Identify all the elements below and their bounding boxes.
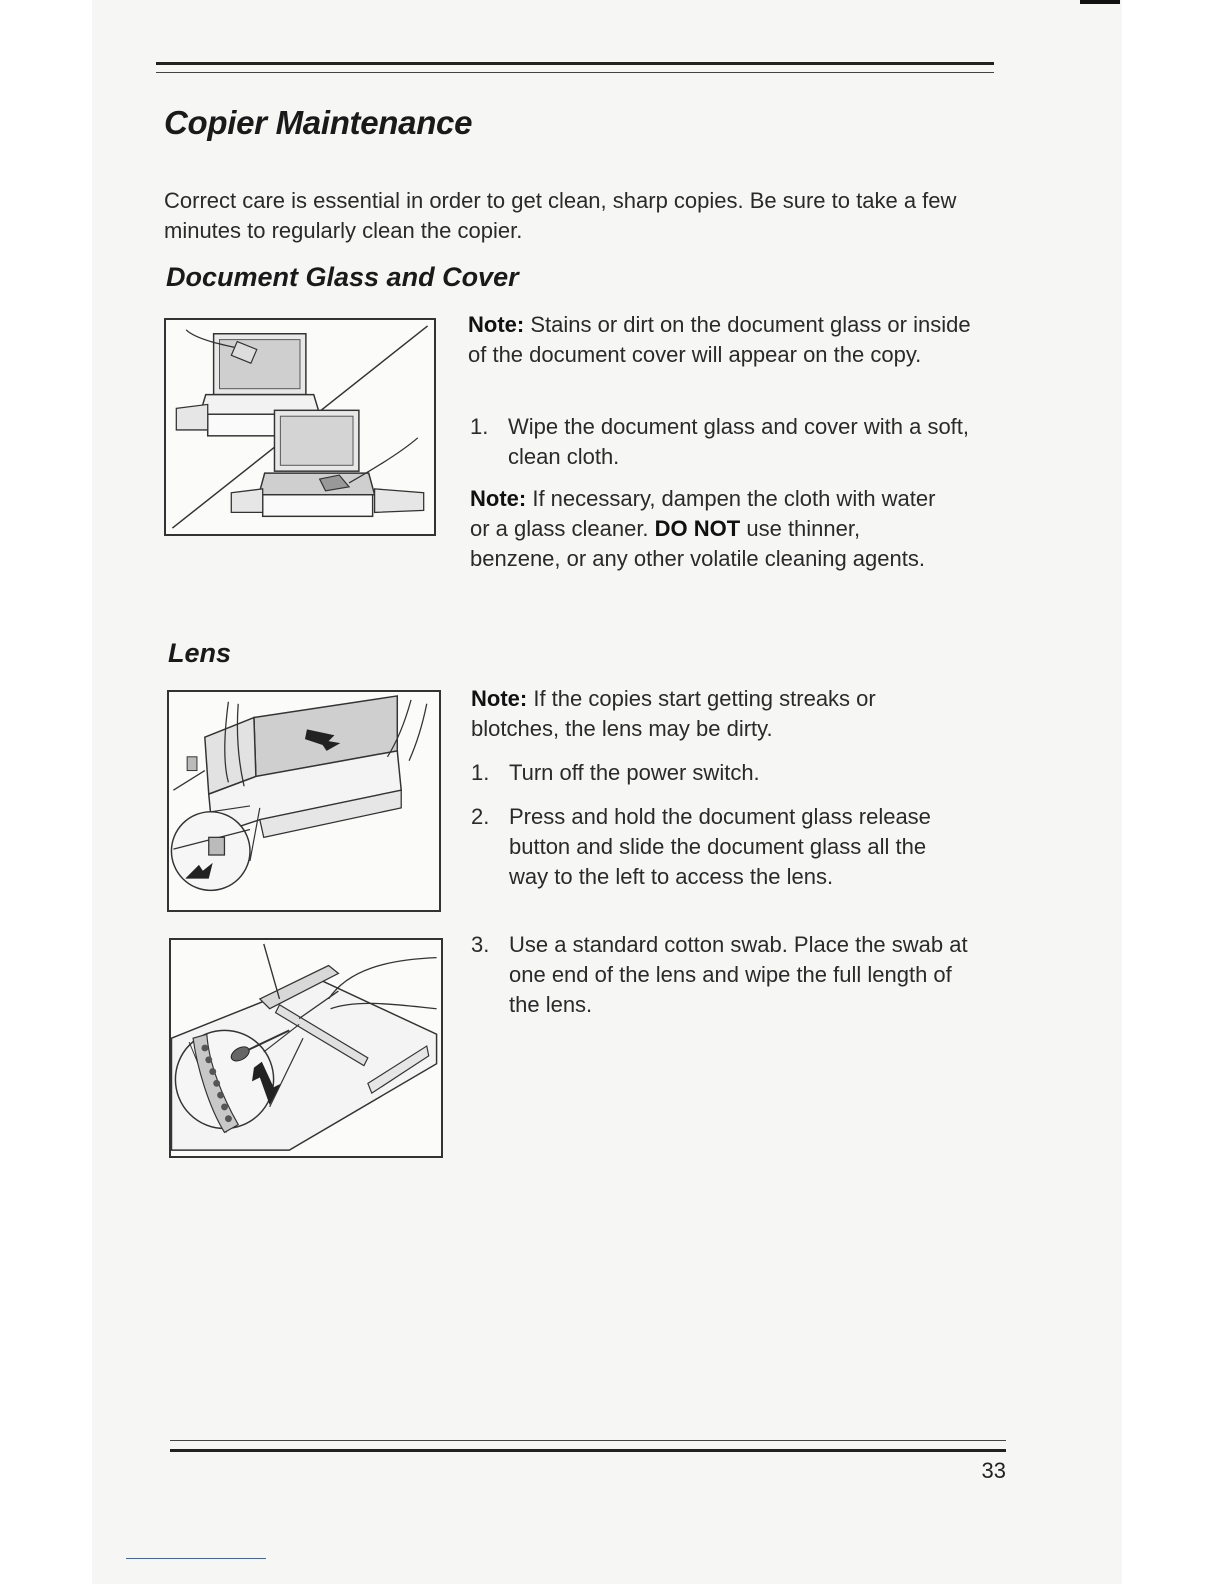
page-title: Copier Maintenance xyxy=(164,104,473,141)
step-number: 2. xyxy=(471,804,490,829)
footer-rule-thin xyxy=(170,1440,1006,1441)
figure-slide-document-glass xyxy=(167,690,441,912)
header-rule-thin xyxy=(156,72,994,73)
note-text-continued: use thinner, benzene, or any other volatile cleaning agents. xyxy=(470,516,925,571)
lens-swab-illustration xyxy=(171,940,441,1156)
step-cotton-swab xyxy=(471,930,991,1022)
note-cleaning-agents xyxy=(470,484,950,574)
note-document-glass xyxy=(468,310,988,370)
scan-artifact-line xyxy=(126,1558,266,1559)
page-number: 33 xyxy=(981,1458,1006,1483)
warning-emphasis: DO NOT xyxy=(654,516,741,541)
note-text: If necessary, dampen the cloth with water or a glass cleaner. xyxy=(470,486,936,541)
footer-rule xyxy=(170,1449,1006,1452)
step-number: 3. xyxy=(471,932,490,957)
page-margin xyxy=(1122,0,1224,1584)
section-heading-lens: Lens xyxy=(168,638,232,668)
step-wipe-glass xyxy=(470,412,990,474)
figure-document-glass-cleaning xyxy=(164,318,436,536)
step-number: 1. xyxy=(470,414,489,439)
note-label: Note: xyxy=(470,486,527,511)
figure-clean-lens xyxy=(169,938,443,1158)
note-label: Note: xyxy=(471,686,528,711)
step-text: Press and hold the document glass release button and slide the document glass all the way to the left to access the lens. xyxy=(509,804,931,889)
scan-corner-mark xyxy=(1080,0,1120,4)
copier-cleaning-illustration xyxy=(166,320,434,534)
note-label: Note: xyxy=(468,312,525,337)
step-slide-glass xyxy=(471,802,991,924)
slide-glass-illustration xyxy=(169,692,439,910)
step-power-off xyxy=(471,758,991,790)
header-rule xyxy=(156,62,994,65)
step-text: Use a standard cotton swab. Place the swab at one end of the lens and wipe the full length of the lens. xyxy=(509,932,968,1017)
step-number: 1. xyxy=(471,760,490,785)
step-text: Wipe the document glass and cover with a soft, clean cloth. xyxy=(508,414,970,469)
step-text: Turn off the power switch. xyxy=(509,760,760,785)
section-heading-document-glass: Document Glass and Cover xyxy=(166,262,519,292)
intro-paragraph: Correct care is essential in order to get clean, sharp copies. Be sure to take a few minutes to regularly clean the copier. xyxy=(164,188,957,243)
note-text: Stains or dirt on the document glass or inside of the document cover will appear on the copy. xyxy=(468,312,971,367)
note-text: If the copies start getting streaks or blotches, the lens may be dirty. xyxy=(471,686,876,741)
note-lens-dirty xyxy=(471,684,951,744)
